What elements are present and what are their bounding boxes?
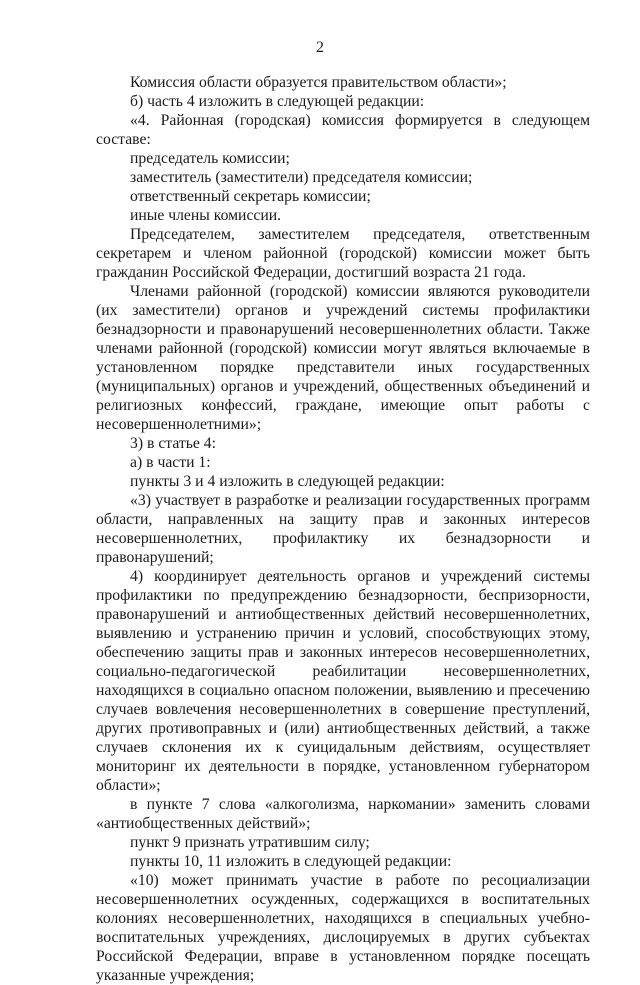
paragraph: 4) координирует деятельность органов и учреждений системы профилактики по предупреждению безнадзорности, беспризорности, правонарушений и антиобщественных действий несовершеннолетних, выявлению и устранению причин и условий, способствующих этому, обеспечению защиты прав и законных интересов несовершеннолетних, социально-педагогической реабилитации несовершеннолетних, находящихся в социально опасном положении, выявлению и пресечению случаев вовлечения несовершеннолетних в совершение преступлений, других противоправных и (или) антиобщественных действий, а также случаев склонения их к суицидальным действиям, осуществляет мониторинг их деятельности в порядке, установленном губернатором области»; [96, 568, 590, 794]
paragraph: пункты 3 и 4 изложить в следующей редакции: [130, 473, 445, 490]
page-number: 2 [316, 39, 324, 56]
paragraph: заместитель (заместители) председателя комиссии; [130, 169, 473, 186]
paragraph: «4. Районная (городская) комиссия формируется в следующем составе: [96, 112, 590, 148]
paragraph: ответственный секретарь комиссии; [130, 188, 371, 205]
paragraph: Членами районной (городской) комиссии являются руководители (их заместители) органов и учреждений системы профилактики безнадзорности и правонарушений несовершеннолетних области. Также членами районной (городской) комиссии могут являться включаемые в установленном порядке представители иных государственных (муниципальных) органов и учреждений, общественных объединений и религиозных конфессий, граждане, имеющие опыт работы с несовершеннолетними»; [96, 283, 590, 433]
paragraph: в пункте 7 слова «алкоголизма, наркомании» заменить словами «антиобщественных действий»; [96, 796, 590, 832]
paragraph: а) в части 1: [130, 454, 211, 471]
paragraph: пункт 9 признать утратившим силу; [130, 834, 370, 851]
paragraph: Председателем, заместителем председателя, ответственным секретарем и членом районной (городской) комиссии может быть гражданин Российской Федерации, достигший возраста 21 года. [96, 226, 590, 281]
paragraph: пункты 10, 11 изложить в следующей редакции: [130, 853, 452, 870]
paragraph: 3) в статье 4: [130, 435, 216, 452]
paragraph: Комиссия области образуется правительством области»; [130, 74, 507, 91]
paragraph: иные члены комиссии. [130, 207, 282, 224]
paragraph: «10) может принимать участие в работе по ресоциализации несовершеннолетних осужденных, содержащихся в воспитательных колониях несовершеннолетних, находящихся в специальных учебно-воспитательных учреждениях, дислоцируемых в других субъектах Российской Федерации, вправе в установленном порядке посещать указанные учреждения; [96, 872, 590, 984]
document-body [96, 73, 590, 985]
paragraph: б) часть 4 изложить в следующей редакции: [130, 93, 425, 110]
paragraph: «3) участвует в разработке и реализации государственных программ области, направленных на защиту прав и законных интересов несовершеннолетних, профилактику их безнадзорности и правонарушений; [96, 492, 590, 566]
paragraph: председатель комиссии; [130, 150, 290, 167]
